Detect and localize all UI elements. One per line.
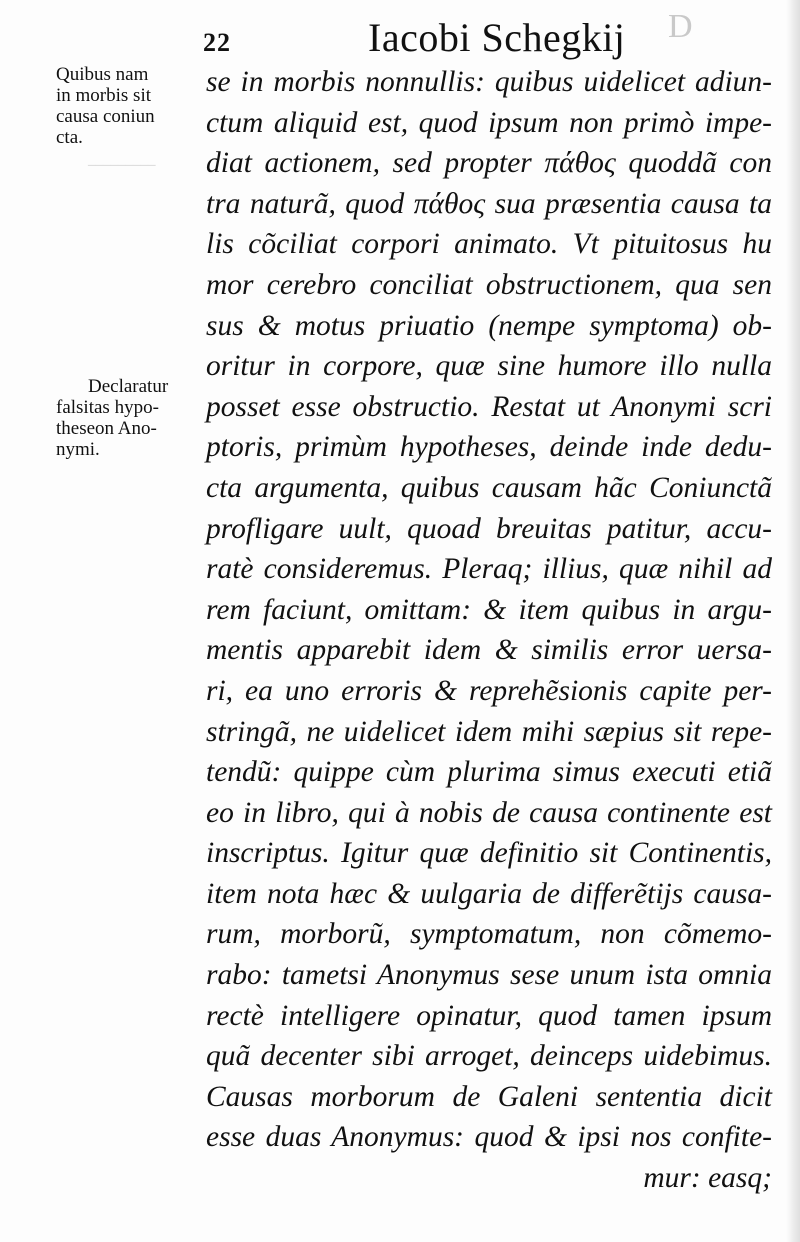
text-line: tra naturã, quod πάθος sua præsentia causa ta: [206, 187, 772, 220]
page-header: [0, 6, 800, 66]
text-line: rem faciunt, omittam: & item quibus in argu-: [206, 593, 772, 626]
marginal-note-line: causa coniun: [56, 106, 155, 127]
marginal-note-line: Quibus nam: [56, 64, 149, 85]
text-line: profligare uult, quoad breuitas patitur, accu-: [206, 512, 772, 545]
text-line: diat actionem, sed propter πάθος quoddã con: [206, 147, 772, 180]
marginal-note-line: cta.: [56, 127, 83, 148]
text-line: oritur in corpore, quæ sine humore illo nulla: [206, 350, 772, 383]
text-line: ptoris, primùm hypotheses, deinde inde dedu-: [206, 431, 772, 464]
text-line: sus & motus priuatio (nempe symptoma) ob-: [206, 309, 772, 342]
text-line: esse duas Anonymus: quod & ipsi nos confite-: [206, 1121, 772, 1154]
marginal-note-line: falsitas hypo-: [56, 397, 159, 418]
running-title: Iacobi Schegkij: [368, 15, 626, 60]
page-number: 22: [203, 28, 231, 57]
text-line: inscriptus. Igitur quæ definitio sit Continentis,: [206, 837, 772, 870]
text-line: ri, ea uno erroris & reprehẽsionis capite per-: [206, 674, 772, 707]
marginal-note-causa-coniuncta: [56, 64, 204, 148]
marginal-note-line: theseon Ano-: [56, 418, 157, 439]
marginal-note-declaratur: [56, 376, 204, 460]
text-line: stringã, ne uidelicet idem mihi sæpius sit repe-: [206, 715, 772, 748]
text-line: rectè intelligere opinatur, quod tamen ipsum: [206, 999, 772, 1032]
text-line: cta argumenta, quibus causam hãc Coniunctã: [206, 471, 772, 504]
text-line: ctum aliquid est, quod ipsum non primò impe-: [206, 106, 772, 139]
text-line: tendũ: quippe cùm plurima simus executi etiã: [206, 756, 772, 789]
text-line: se in morbis nonnullis: quibus uidelicet adiun-: [206, 66, 772, 98]
text-line: mor cerebro conciliat obstructionem, qua sen: [206, 268, 772, 301]
text-line: posset esse obstructio. Restat ut Anonymi scri: [206, 390, 772, 423]
text-line: rabo: tametsi Anonymus sese unum ista omnia: [206, 959, 772, 992]
text-line: Causas morborum de Galeni sententia dicit: [206, 1080, 772, 1113]
text-line: rum, morborũ, symptomatum, non cõmemo-: [206, 918, 772, 951]
text-line: lis cõciliat corpori animato. Vt pituitosus hu: [206, 228, 772, 261]
text-line: eo in libro, qui à nobis de causa continente est: [206, 796, 772, 829]
text-line: quã decenter sibi arroget, deinceps uidebimus.: [206, 1040, 772, 1073]
catchword-line: mur: easq;: [643, 1162, 772, 1195]
marginal-note-line: in morbis sit: [56, 85, 152, 106]
marginal-note-line: Declaratur: [88, 376, 169, 397]
text-line: mentis apparebit idem & similis error uersa-: [206, 634, 772, 667]
text-line: ratè consideremus. Pleraq; illius, quæ nihil ad: [206, 553, 772, 586]
page-edge-shadow: [786, 0, 800, 1242]
marginal-note-line: nymi.: [56, 439, 100, 460]
body-text: [206, 62, 772, 1199]
bleed-through-shadow: _________: [88, 152, 156, 168]
running-title-bleed: D: [668, 8, 695, 45]
text-line: item nota hæc & uulgaria de differẽtijs causa-: [206, 877, 772, 910]
